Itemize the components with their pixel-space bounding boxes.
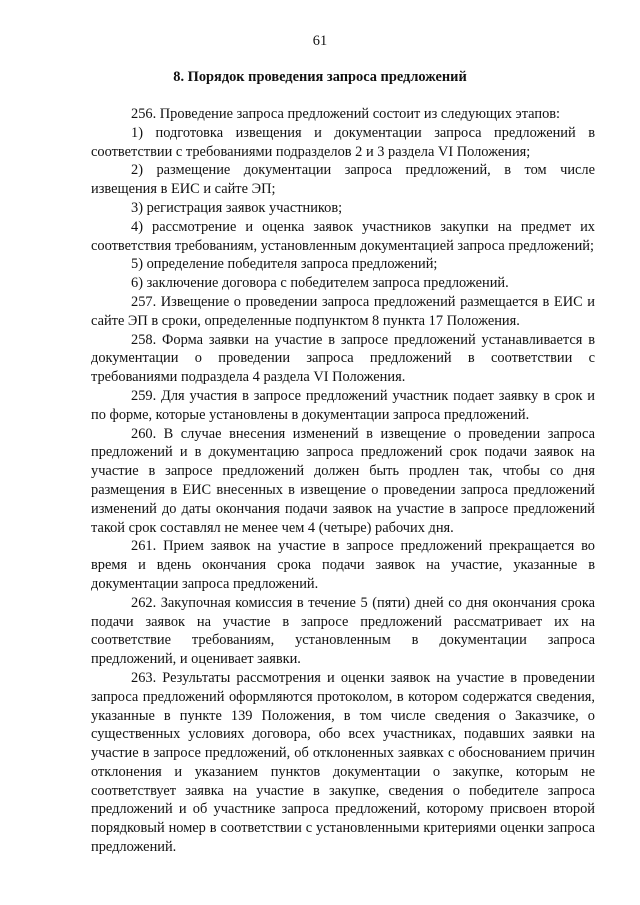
paragraph-259: 259. Для участия в запросе предложений участник подает заявку в срок и по форме, которые установлены в документации запроса предложений.	[91, 387, 595, 423]
page-number: 61	[312, 33, 328, 49]
paragraph-258: 258. Форма заявки на участие в запросе предложений устанавливается в документации о проведении запроса предложений в соответствии с требованиями подраздела 4 раздела VI Положения.	[91, 331, 595, 386]
paragraph-261: 261. Прием заявок на участие в запросе предложений прекращается во время и вдень окончания срока подачи заявок на участие, указанные в документации запроса предложений.	[91, 538, 595, 592]
list-item-6: 6) заключение договора с победителем запроса предложений.	[131, 275, 509, 292]
list-item-4: 4) рассмотрение и оценка заявок участников закупки на предмет их соответствия требованиям, установленным документацией запроса предложений;	[91, 218, 595, 254]
paragraph-263: 263. Результаты рассмотрения и оценки заявок на участие в проведении запроса предложений оформляются протоколом, в котором содержатся сведения, указанные в пункте 139 Положения, в том числе сведения о Заказчике, о существенных условиях договора, обо всех участниках, подавших заявки на участие в запросе предложений, об отклоненных заявках с обоснованием причин отклонения и указанием пунктов документации о закупке, которым не соответствует заявка на участие в закупке, сведения о победителе запроса предложений и об участнике запроса предложений, которому присвоен второй порядковый номер в соответствии с установленными критериями оценки запроса предложений.	[91, 669, 595, 856]
paragraph-257: 257. Извещение о проведении запроса предложений размещается в ЕИС и сайте ЭП в сроки, определенные подпунктом 8 пункта 17 Положения.	[91, 293, 595, 329]
list-item-1: 1) подготовка извещения и документации запроса предложений в соответствии с требованиями подразделов 2 и 3 раздела VI Положения;	[91, 124, 595, 160]
paragraph-260: 260. В случае внесения изменений в извещение о проведении запроса предложений и в документацию запроса предложений срок подачи заявок на участие в запросе предложений должен быть продлен так, чтобы со дня размещения в ЕИС внесенных в извещение о проведении запроса предложений изменений до даты окончания подачи заявок на участие в запросе предложений такой срок составлял не менее чем 4 (четыре) рабочих дня.	[91, 425, 595, 536]
section-title: 8. Порядок проведения запроса предложений	[173, 69, 467, 85]
paragraph-262: 262. Закупочная комиссия в течение 5 (пяти) дней со дня окончания срока подачи заявок на участие в запросе предложений рассматривает их на соответствие требованиям, установленным в документации запроса предложений, и оценивает заявки.	[91, 594, 595, 668]
list-item-3: 3) регистрация заявок участников;	[131, 199, 343, 216]
document-body	[91, 105, 595, 857]
list-item-5: 5) определение победителя запроса предложений;	[131, 256, 438, 273]
paragraph-256: 256. Проведение запроса предложений состоит из следующих этапов:	[131, 106, 561, 122]
list-item-2: 2) размещение документации запроса предложений, в том числе извещения в ЕИС и сайте ЭП;	[91, 162, 595, 198]
